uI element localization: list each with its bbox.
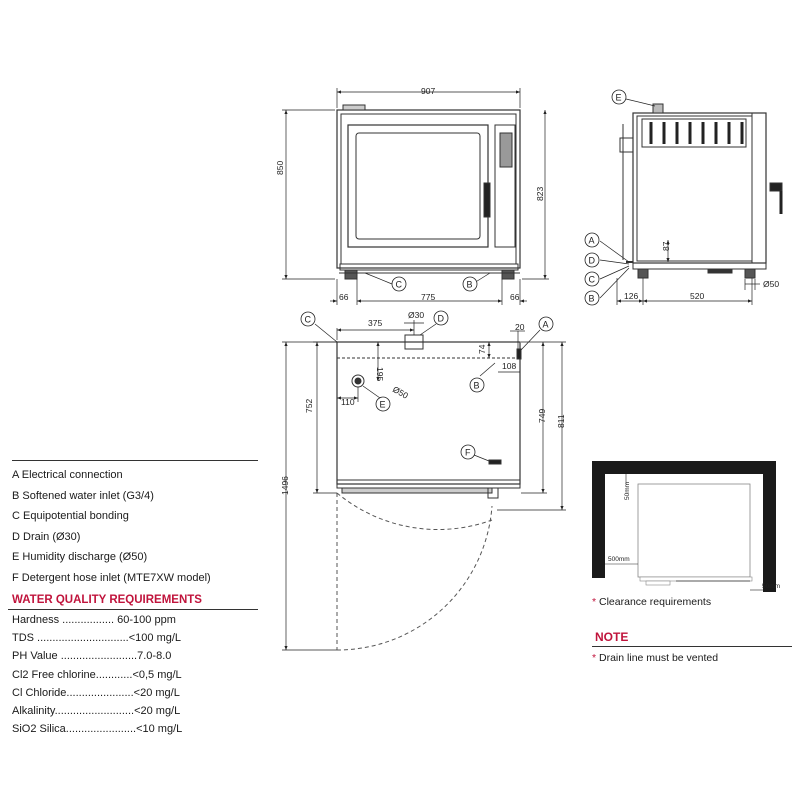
- clearance-right-label: 50mm: [762, 583, 781, 590]
- legend-item-e: E Humidity discharge (Ø50): [12, 551, 148, 563]
- top-dimensions: [282, 320, 566, 650]
- legend-item-a: A Electrical connection: [12, 469, 123, 481]
- side-callout-c: [585, 272, 599, 286]
- front-callout-c: [392, 277, 406, 291]
- front-height-body-label: 823: [535, 186, 545, 201]
- clearance-left-label: 500mm: [608, 556, 630, 563]
- front-view: [337, 105, 520, 279]
- legend-item-b: B Softened water inlet (G3/4): [12, 489, 154, 502]
- svg-text:C: C: [588, 274, 595, 285]
- side-view: [620, 104, 782, 278]
- clearance-star: *: [592, 596, 597, 608]
- top-callout-f: [461, 445, 475, 459]
- top-dim-375: 375: [368, 318, 383, 328]
- wq-row-chloride: Cl Chloride......................<20 mg/L: [12, 686, 180, 699]
- top-dim-d30: Ø30: [408, 310, 425, 320]
- svg-text:D: D: [437, 313, 444, 324]
- wq-row-ph: PH Value .........................7.0-8.0: [12, 650, 172, 663]
- clearance-diagram: [592, 461, 776, 592]
- svg-text:B: B: [466, 279, 473, 290]
- water-quality-title: WATER QUALITY REQUIREMENTS: [12, 594, 202, 606]
- top-callout-e: [376, 397, 390, 411]
- top-dim-108: 108: [502, 361, 517, 371]
- top-dim-d50: Ø50: [391, 384, 410, 401]
- svg-text:A: A: [542, 319, 549, 330]
- legend-divider: [12, 460, 258, 461]
- top-dim-20: 20: [515, 322, 525, 332]
- wq-row-hardness: Hardness ................. 60-100 ppm: [12, 614, 176, 626]
- legend-item-c: C Equipotential bonding: [12, 510, 129, 522]
- front-foot-left-label: 66: [339, 292, 349, 302]
- clearance-caption: [592, 596, 792, 608]
- top-callout-b: [470, 378, 484, 392]
- svg-text:F: F: [465, 447, 471, 458]
- top-dim-811: 811: [556, 414, 566, 428]
- svg-text:E: E: [379, 399, 386, 410]
- front-width-label: 907: [421, 86, 436, 96]
- wq-row-alkalinity: Alkalinity..........................<20 mg/L: [12, 705, 181, 718]
- note-star: *: [592, 652, 597, 664]
- svg-text:C: C: [395, 279, 402, 290]
- top-callout-a: [539, 317, 553, 331]
- top-dim-749: 749: [537, 408, 547, 423]
- svg-text:B: B: [588, 293, 595, 304]
- legend-item-f: F Detergent hose inlet (MTE7XW model): [12, 571, 211, 584]
- side-callout-a: [585, 233, 599, 247]
- top-dim-1496: 1496: [280, 476, 290, 495]
- wq-row-silica: SiO2 Silica.......................<10 mg/L: [12, 723, 183, 736]
- side-callout-d: [585, 253, 599, 267]
- note-title: NOTE: [595, 630, 629, 644]
- top-view: [337, 335, 521, 650]
- svg-text:E: E: [615, 92, 622, 103]
- wq-row-tds: TDS ..............................<100 mg/L: [12, 632, 182, 645]
- clearance-caption-text: Clearance requirements: [599, 596, 712, 608]
- legend-item-d: D Drain (Ø30): [12, 530, 81, 543]
- water-quality-table: [12, 611, 258, 738]
- svg-text:B: B: [473, 380, 480, 391]
- top-callout-d: [434, 311, 448, 325]
- front-height-total-label: 850: [275, 160, 285, 175]
- svg-text:C: C: [304, 314, 311, 325]
- side-depth-label: 520: [690, 291, 705, 301]
- top-dim-74: 74: [477, 344, 487, 354]
- top-dim-752: 752: [304, 398, 314, 413]
- side-drain-height-label: 87: [661, 241, 671, 251]
- clearance-top-label: 50mm: [624, 481, 631, 500]
- top-dim-110: 110: [341, 397, 355, 407]
- water-quality-divider: [8, 609, 258, 610]
- front-foot-right-label: 66: [510, 292, 520, 302]
- front-foot-span-label: 775: [421, 292, 436, 302]
- side-offset-label: 126: [624, 291, 639, 301]
- front-callout-b: [463, 277, 477, 291]
- top-callout-c: [301, 312, 315, 326]
- note-text: [592, 652, 718, 664]
- wq-row-chlorine: Cl2 Free chlorine............<0,5 mg/L: [12, 668, 182, 681]
- side-drain-diameter-label: Ø50: [763, 279, 780, 289]
- legend: [12, 460, 258, 588]
- note-body: Drain line must be vented: [599, 652, 719, 664]
- top-dim-195: 195: [375, 367, 385, 382]
- svg-text:D: D: [588, 255, 595, 266]
- note-divider: [592, 646, 792, 647]
- side-callout-e: [612, 90, 626, 104]
- svg-text:A: A: [588, 235, 595, 246]
- side-callout-b: [585, 291, 599, 305]
